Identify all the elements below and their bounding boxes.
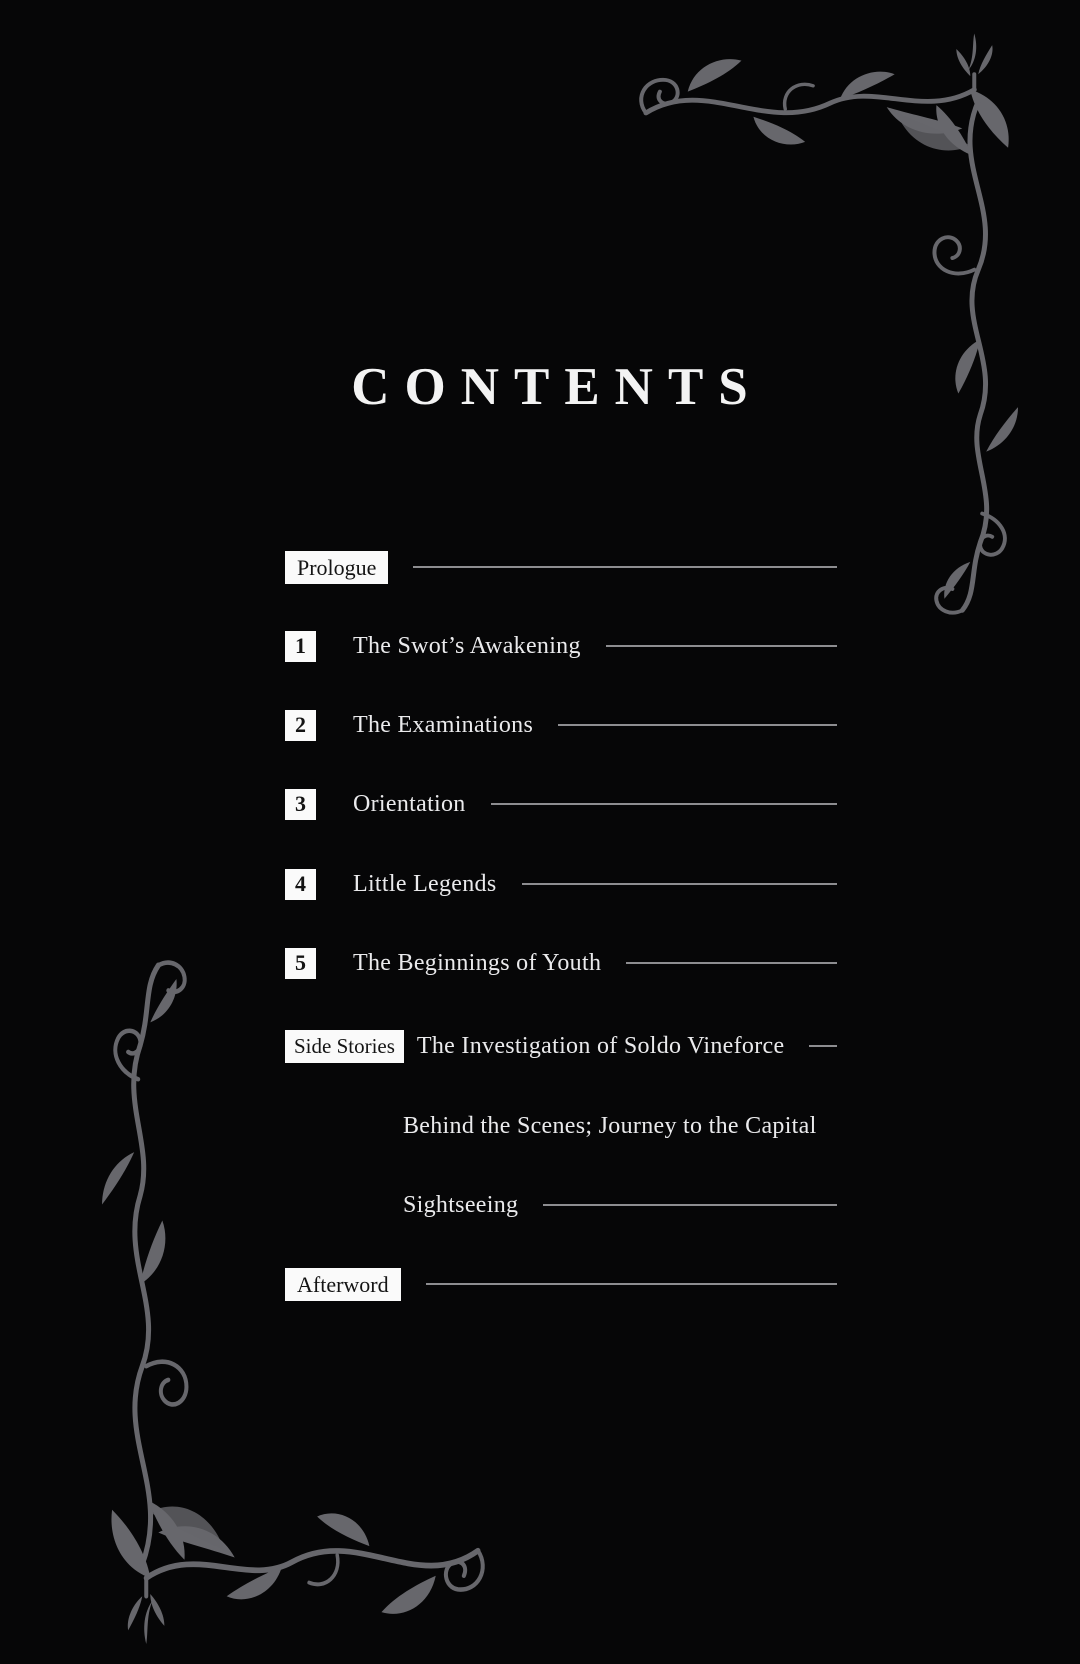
side-story-title: Sightseeing — [403, 1191, 519, 1218]
chapter-number-box: 1 — [285, 631, 316, 662]
toc-row-prologue — [285, 549, 837, 585]
leader-line — [522, 883, 838, 885]
prologue-label-box: Prologue — [285, 551, 388, 584]
chapter-number-box: 3 — [285, 789, 316, 820]
chapter-title: The Examinations — [353, 711, 534, 738]
chapter-number-box: 4 — [285, 869, 316, 900]
side-stories-label-box: Side Stories — [285, 1030, 404, 1063]
leader-line — [426, 1283, 837, 1285]
toc-row-chapter-5 — [285, 945, 837, 981]
toc-row-side-stories — [285, 1028, 837, 1064]
chapter-title: Little Legends — [353, 870, 497, 897]
toc-row-chapter-2 — [285, 707, 837, 743]
leader-line — [543, 1204, 837, 1206]
afterword-label-box: Afterword — [285, 1268, 401, 1301]
toc-row-chapter-4 — [285, 866, 837, 902]
chapter-title: The Swot’s Awakening — [353, 632, 581, 659]
leader-line — [558, 724, 837, 726]
leader-line — [413, 566, 837, 568]
leader-line — [606, 645, 837, 647]
leader-line — [626, 962, 837, 964]
toc-row-chapter-1 — [285, 628, 837, 664]
side-story-title: Behind the Scenes; Journey to the Capital — [403, 1112, 817, 1139]
side-story-title: The Investigation of Soldo Vineforce — [416, 1032, 785, 1059]
chapter-number-box: 2 — [285, 710, 316, 741]
toc-row-chapter-3 — [285, 786, 837, 822]
page-title: CONTENTS — [351, 358, 763, 416]
toc-row-afterword — [285, 1266, 837, 1302]
chapter-number-box: 5 — [285, 948, 316, 979]
floral-corner-ornament-top-right — [636, 20, 1024, 620]
leader-line — [809, 1045, 837, 1047]
toc-row-side-story-3 — [285, 1187, 837, 1223]
chapter-title: Orientation — [353, 790, 466, 817]
toc-row-side-story-2 — [285, 1108, 837, 1144]
chapter-title: The Beginnings of Youth — [353, 949, 602, 976]
leader-line — [491, 803, 837, 805]
